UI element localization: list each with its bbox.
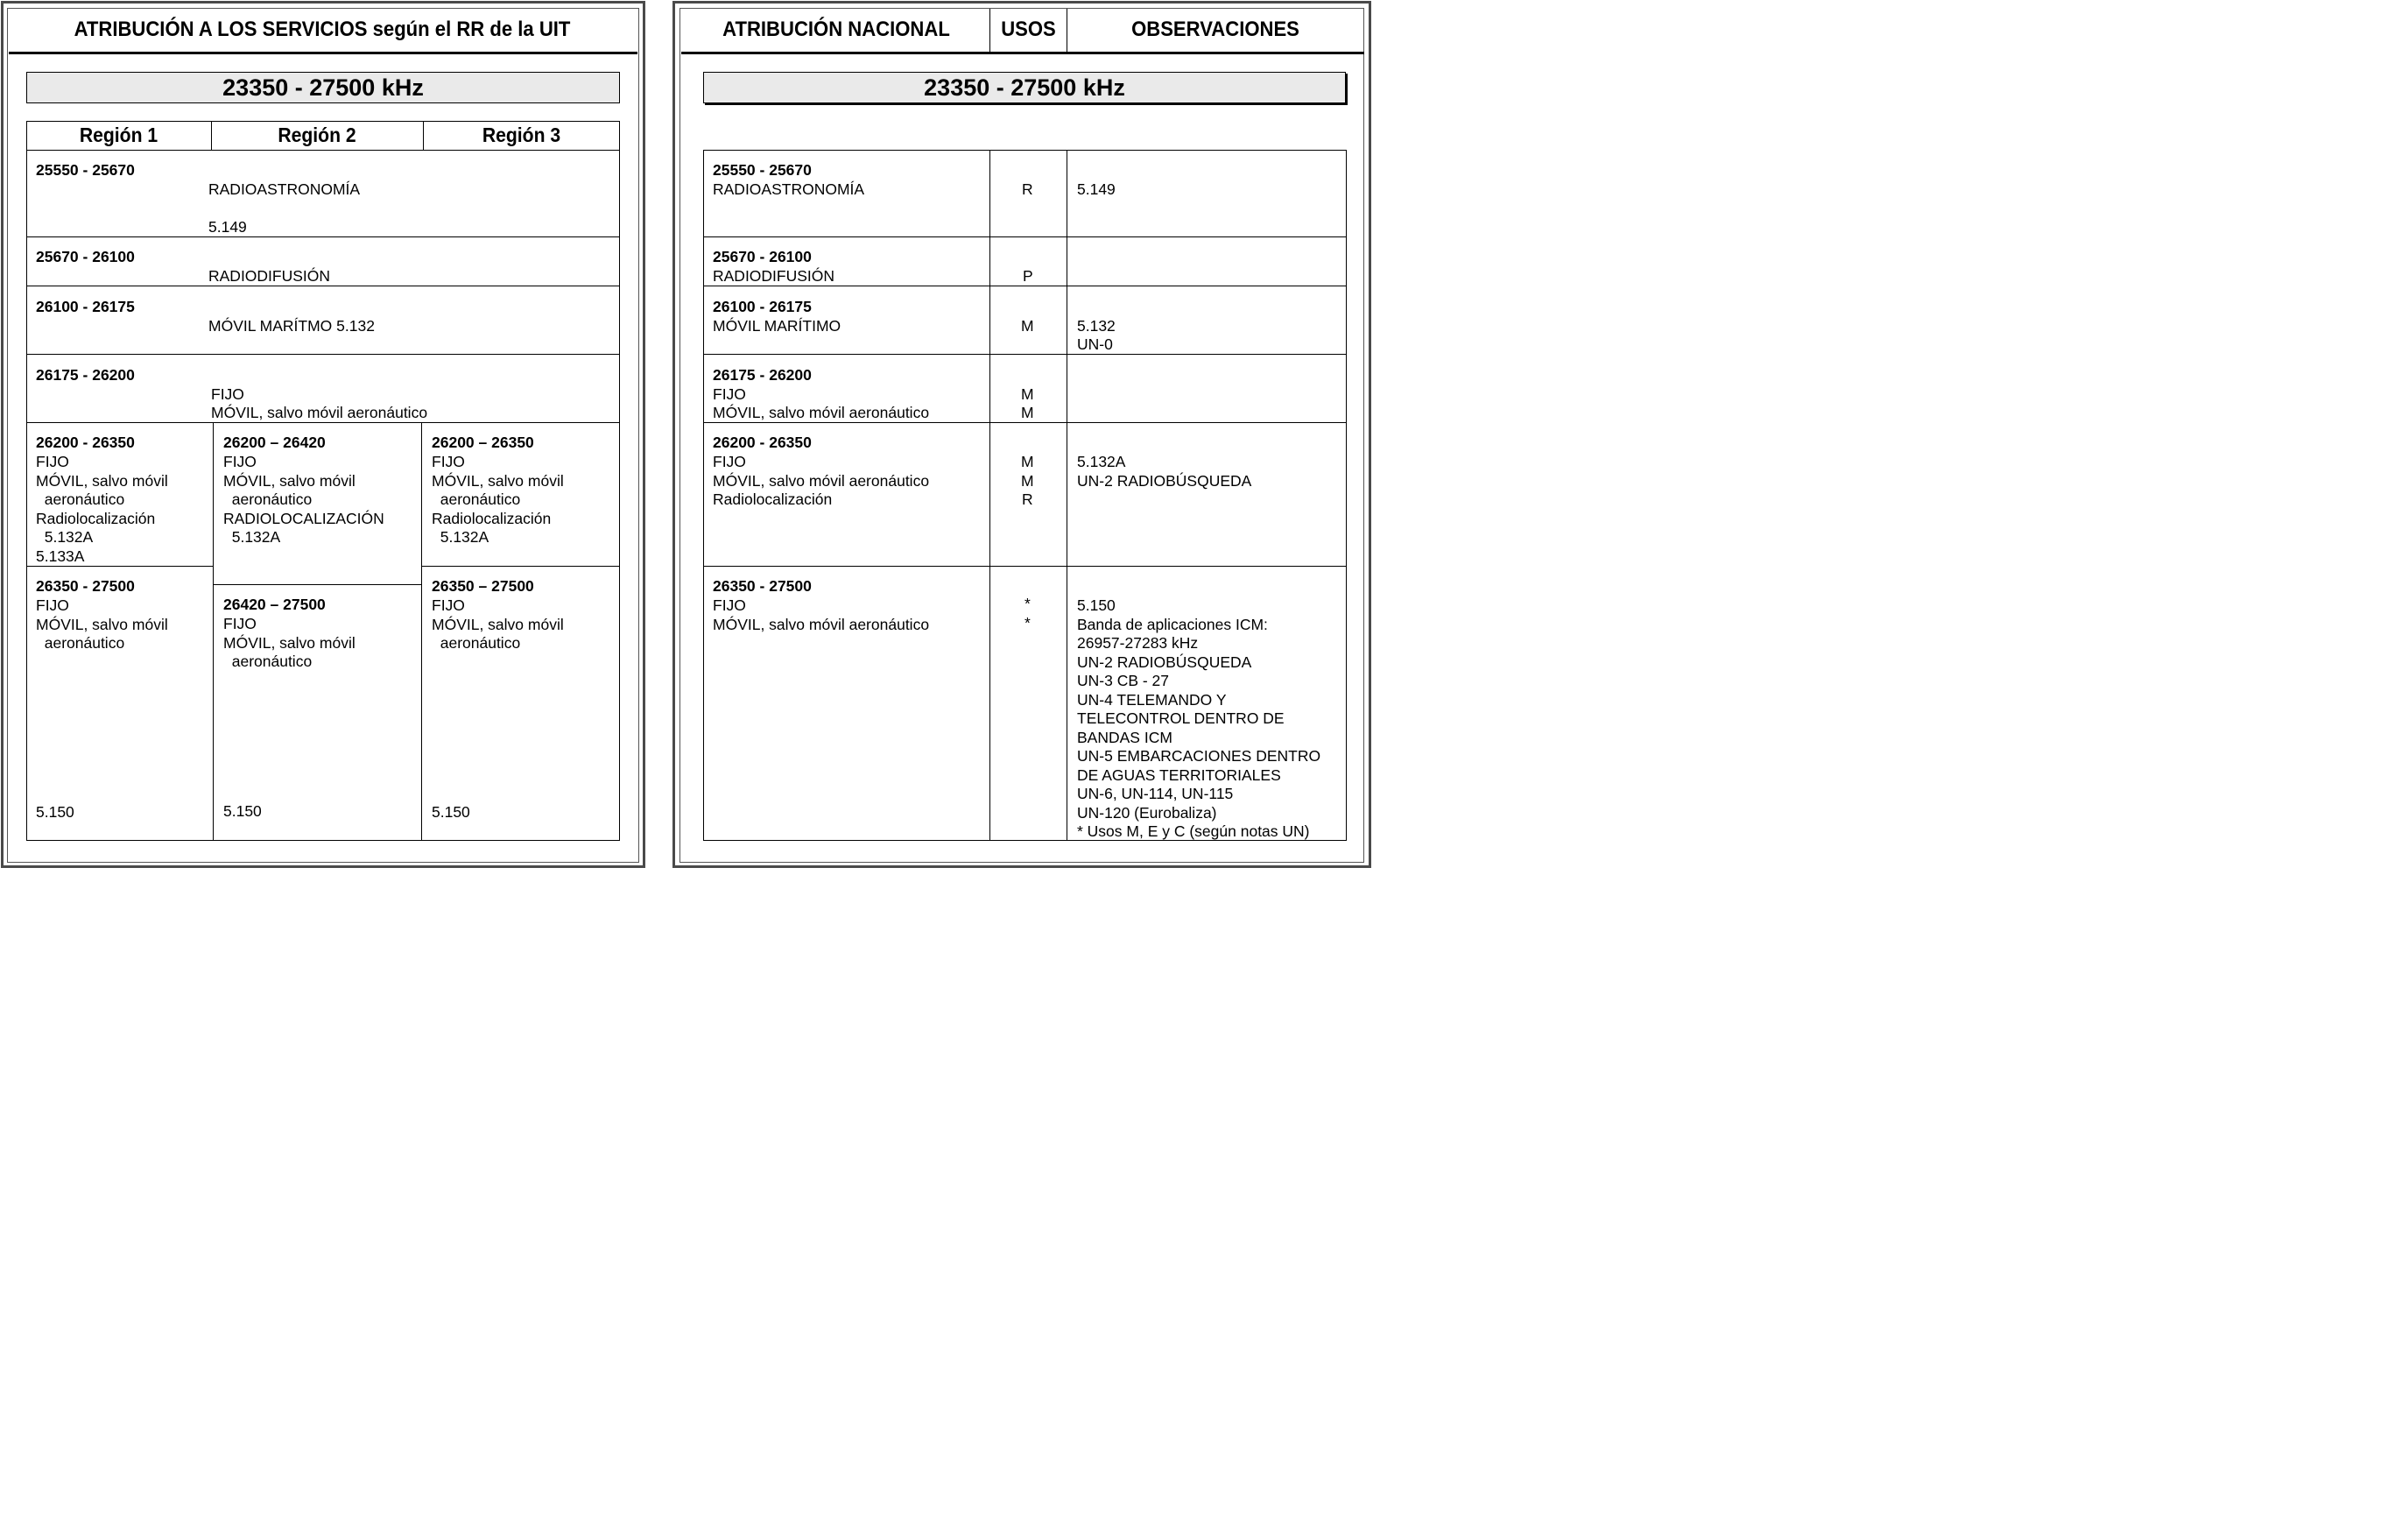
row-1-range: 25550 - 25670 — [36, 161, 135, 179]
r2-cell-b-line: aeronáutico — [223, 653, 313, 670]
nat-row-1-range: 25550 - 25670 — [713, 161, 812, 179]
nat-row-6-uso: * — [1024, 614, 1031, 631]
nat-row-3-service: MÓVIL MARÍTIMO — [713, 317, 841, 335]
nat-row-3-obs: 5.132 — [1077, 317, 1116, 335]
nat-row-4-uso: M — [1021, 404, 1034, 421]
nat-row-5-obs: UN-2 RADIOBÚSQUEDA — [1077, 472, 1252, 490]
nat-row-2-range: 25670 - 26100 — [713, 248, 812, 265]
r1-cell-b-range: 26350 - 27500 — [36, 577, 135, 595]
region-3-header: Región 3 — [482, 123, 561, 146]
r1-cell-a-line: 5.133A — [36, 547, 85, 565]
r1-cell-a-line: Radiolocalización — [36, 510, 156, 527]
nat-row-6-obs: * Usos M, E y C (según notas UN) — [1077, 822, 1310, 840]
row-3-range: 26100 - 26175 — [36, 298, 135, 315]
nat-row-4-service: FIJO — [713, 385, 746, 403]
row-2-service: RADIODIFUSIÓN — [208, 267, 331, 285]
region-2-header: Región 2 — [278, 123, 356, 146]
nat-row-6-obs: UN-120 (Eurobaliza) — [1077, 804, 1217, 822]
nat-row-6-obs: DE AGUAS TERRITORIALES — [1077, 766, 1281, 784]
r2-cell-a-line: MÓVIL, salvo móvil — [223, 472, 356, 490]
r1-cell-b-note: 5.150 — [36, 803, 74, 821]
nat-row-1-uso: R — [1022, 180, 1033, 198]
r2-cell-b-line: FIJO — [223, 615, 257, 632]
r2-cell-a-line: RADIOLOCALIZACIÓN — [223, 510, 384, 527]
nat-row-6-obs: BANDAS ICM — [1077, 729, 1172, 746]
nat-row-4-service: MÓVIL, salvo móvil aeronáutico — [713, 404, 930, 421]
r1-cell-a-line: 5.132A — [36, 528, 94, 546]
nat-row-6-obs: UN-6, UN-114, UN-115 — [1077, 785, 1234, 802]
nat-row-1-obs: 5.149 — [1077, 180, 1116, 198]
nat-row-5-service: FIJO — [713, 453, 746, 470]
nat-row-3-uso: M — [1021, 317, 1034, 335]
nat-row-6-obs: TELECONTROL DENTRO DE — [1077, 709, 1285, 727]
r2-cell-a-range: 26200 – 26420 — [223, 434, 326, 451]
nat-row-2-uso: P — [1023, 267, 1033, 285]
row-4-range: 26175 - 26200 — [36, 366, 135, 384]
r1-cell-a-line: FIJO — [36, 453, 69, 470]
r3-cell-b-line: aeronáutico — [432, 634, 521, 652]
r1-cell-a-line: MÓVIL, salvo móvil — [36, 472, 168, 490]
left-panel-title: ATRIBUCIÓN A LOS SERVICIOS según el RR de la UIT — [74, 18, 571, 41]
r3-cell-a-range: 26200 – 26350 — [432, 434, 534, 451]
nat-row-6-obs: UN-3 CB - 27 — [1077, 672, 1170, 689]
row-4-service-movil: MÓVIL, salvo móvil aeronáutico — [211, 404, 428, 421]
nat-row-5-uso: M — [1021, 453, 1034, 470]
row-1-service: RADIOASTRONOMÍA — [208, 180, 361, 198]
r1-cell-b-line: aeronáutico — [36, 634, 125, 652]
r2-cell-b-note: 5.150 — [223, 802, 262, 820]
r3-cell-b-range: 26350 – 27500 — [432, 577, 534, 595]
nat-row-5-uso: R — [1022, 490, 1033, 508]
r3-cell-b-line: FIJO — [432, 596, 465, 614]
nat-row-6-obs: 5.150 — [1077, 596, 1116, 614]
nat-row-5-service: Radiolocalización — [713, 490, 833, 508]
nat-row-6-service: FIJO — [713, 596, 746, 614]
row-4-service-fijo: FIJO — [211, 385, 244, 403]
row-3-service: MÓVIL MARÍTMO 5.132 — [208, 317, 375, 335]
nat-row-3-obs: UN-0 — [1077, 335, 1113, 353]
r3-cell-a-line: 5.132A — [432, 528, 489, 546]
r2-cell-a-line: 5.132A — [223, 528, 281, 546]
r3-cell-b-line: MÓVIL, salvo móvil — [432, 616, 564, 633]
right-title-rule — [681, 52, 1364, 54]
r2-cell-b-line: MÓVIL, salvo móvil — [223, 634, 356, 652]
right-band-header: 23350 - 27500 kHz — [703, 72, 1346, 103]
row-2-range: 25670 - 26100 — [36, 248, 135, 265]
nat-row-6-obs: UN-2 RADIOBÚSQUEDA — [1077, 653, 1252, 671]
nat-row-6-obs: UN-4 TELEMANDO Y — [1077, 691, 1227, 709]
nat-row-2-service: RADIODIFUSIÓN — [713, 267, 835, 285]
r3-cell-a-line: aeronáutico — [432, 490, 521, 508]
nat-row-5-service: MÓVIL, salvo móvil aeronáutico — [713, 472, 930, 490]
r3-cell-a-line: MÓVIL, salvo móvil — [432, 472, 564, 490]
row-1-note: 5.149 — [208, 218, 247, 236]
r2-cell-a-line: aeronáutico — [223, 490, 313, 508]
header-observaciones: OBSERVACIONES — [1131, 18, 1299, 41]
r3-cell-a-line: FIJO — [432, 453, 465, 470]
nat-row-3-range: 26100 - 26175 — [713, 298, 812, 315]
nat-row-6-obs: 26957-27283 kHz — [1077, 634, 1199, 652]
nat-row-6-service: MÓVIL, salvo móvil aeronáutico — [713, 616, 930, 633]
r2-cell-a-line: FIJO — [223, 453, 257, 470]
r2-cell-b-range: 26420 – 27500 — [223, 596, 326, 613]
nat-row-5-range: 26200 - 26350 — [713, 434, 812, 451]
nat-row-4-uso: M — [1021, 385, 1034, 403]
nat-row-6-obs: UN-5 EMBARCACIONES DENTRO — [1077, 747, 1321, 765]
nat-row-6-uso: * — [1024, 595, 1031, 612]
region-1-header: Región 1 — [79, 123, 158, 146]
nat-row-6-obs: Banda de aplicaciones ICM: — [1077, 616, 1268, 633]
r3-cell-a-line: Radiolocalización — [432, 510, 552, 527]
nat-row-6-range: 26350 - 27500 — [713, 577, 812, 595]
left-band-header: 23350 - 27500 kHz — [26, 72, 620, 103]
r1-cell-b-line: MÓVIL, salvo móvil — [36, 616, 168, 633]
r1-cell-a-range: 26200 - 26350 — [36, 434, 135, 451]
r1-cell-b-line: FIJO — [36, 596, 69, 614]
nat-row-1-service: RADIOASTRONOMÍA — [713, 180, 865, 198]
nat-row-4-range: 26175 - 26200 — [713, 366, 812, 384]
nat-row-5-obs: 5.132A — [1077, 453, 1126, 470]
header-atribucion-nacional: ATRIBUCIÓN NACIONAL — [722, 18, 950, 41]
nat-row-5-uso: M — [1021, 472, 1034, 490]
header-usos: USOS — [1001, 18, 1056, 41]
r1-cell-a-line: aeronáutico — [36, 490, 125, 508]
r3-cell-b-note: 5.150 — [432, 803, 470, 821]
